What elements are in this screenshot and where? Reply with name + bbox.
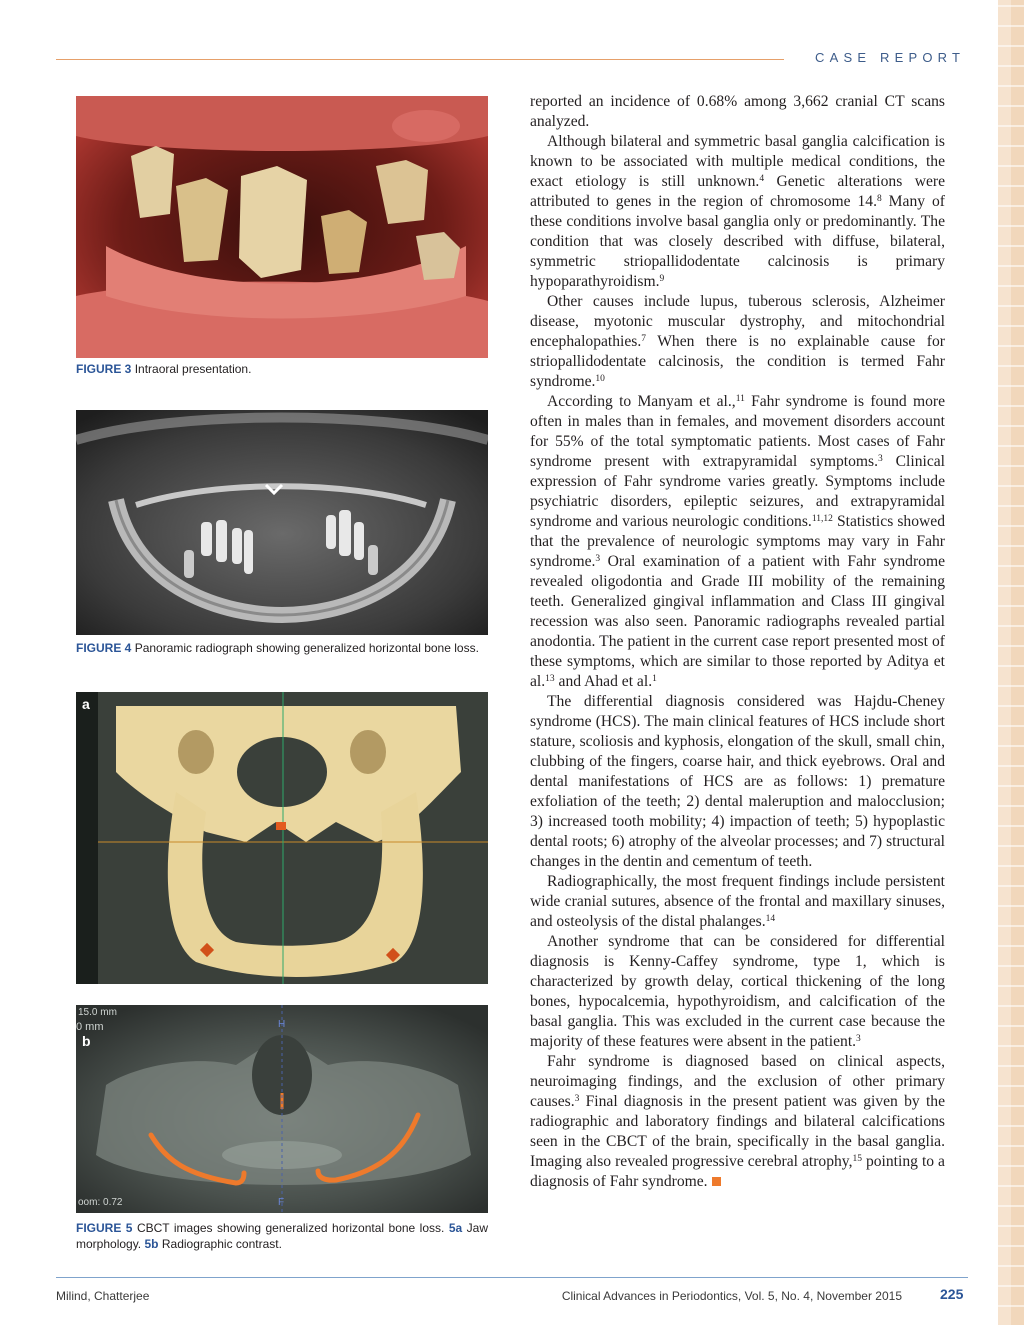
- paragraph: [530, 132, 945, 292]
- text-run: Final diagnosis in the present patient was given by the radiographic and laboratory findings and bilateral calcifications seen in the CBCT of the brain, specifically in the basal ganglia. Imaging also revealed progressive cerebral atrophy,: [530, 1093, 945, 1170]
- paragraph: [530, 872, 945, 932]
- text-run: Fahr syndrome is found more often in males than in females, and movement disorders account for 55% of the total symptomatic patients. Most cases of Fahr syndrome present with extrapyramidal symptoms.: [530, 393, 945, 470]
- panel-b-zoom: oom: 0.72: [78, 1197, 123, 1208]
- citation: 7: [641, 334, 647, 344]
- text-run: Genetic alterations were attributed to genes in the region of chromosome 14.: [530, 173, 945, 210]
- footer-rule: [56, 1277, 968, 1278]
- panel-b-letter: b: [82, 1033, 91, 1049]
- citation: 11: [735, 394, 745, 404]
- panel-a-letter: a: [82, 696, 90, 712]
- paragraph: [530, 932, 945, 1052]
- body-text-column: [530, 92, 945, 1192]
- citation: 11,12: [811, 514, 833, 524]
- citation: 9: [659, 274, 665, 284]
- section-label: CASE REPORT: [815, 50, 966, 65]
- text-run: Although bilateral and symmetric basal ganglia calcification is known to be associated with multiple medical conditions, the exact etiology is still unknown.: [530, 133, 945, 190]
- citation: 8: [876, 194, 882, 204]
- citation: 14: [765, 914, 776, 924]
- text-run: Clinical expression of Fahr syndrome varies greatly. Symptoms include psychiatric disorders, epileptic seizures, and extrapyramidal syndrome and various neurologic conditions.: [530, 453, 945, 530]
- figure-5a-ref: 5a: [448, 1221, 463, 1235]
- text-run: and Ahad et al.: [554, 673, 653, 690]
- panel-b-f-marker: F: [278, 1197, 285, 1208]
- citation: 15: [852, 1154, 862, 1164]
- figure-5b-ref: 5b: [144, 1237, 159, 1251]
- footer-authors: Milind, Chatterjee: [56, 1289, 150, 1303]
- figure-5a-caption-text: Jaw morphology.: [76, 1221, 488, 1251]
- text-run: Another syndrome that can be considered for differential diagnosis is Kenny-Caffey syndrome, type 1, which is characterized by growth delay, cortical thickening of the long bones, hypocalcemia, hypothyroidism, and calcification of the basal ganglia. This was excluded in the current case because the majority of these features were absent in the patient.: [530, 933, 945, 1050]
- figure-3-label: FIGURE 3: [76, 362, 132, 376]
- figure-3-caption: [76, 361, 488, 377]
- figure-5b-cbct-axial: [76, 1005, 488, 1213]
- figure-5-caption-text: CBCT images showing generalized horizontal bone loss.: [136, 1221, 445, 1235]
- figure-5-caption: [76, 1220, 488, 1252]
- text-run: When there is no explainable cause for striopallidodentate calcinosis, the condition is termed Fahr syndrome.: [530, 333, 945, 390]
- figure-4-label: FIGURE 4: [76, 641, 132, 655]
- citation: 3: [574, 1094, 580, 1104]
- text-run: pointing to a diagnosis of Fahr syndrome.: [530, 1153, 945, 1190]
- citation: 3: [595, 554, 601, 564]
- citation: 10: [595, 374, 605, 384]
- text-run: According to Manyam et al.,: [547, 393, 736, 410]
- text-run: Oral examination of a patient with Fahr syndrome revealed oligodontia and Grade III mobility of the remaining teeth. Generalized gingival inflammation and Class III gingival recession was also seen. Panoramic radiographs revealed partial anodontia. The patient in the current case report presented most of these symptoms, which are similar to those reported by Aditya et al.: [530, 553, 945, 690]
- end-of-article-mark: [712, 1177, 721, 1186]
- figure-4-caption-text: Panoramic radiograph showing generalized horizontal bone loss.: [134, 641, 479, 655]
- header-rule: [56, 59, 784, 60]
- figure-3-intraoral-photo: [76, 96, 488, 358]
- figure-4-panoramic-radiograph: [76, 410, 488, 635]
- paragraph: [530, 692, 945, 872]
- citation: 13: [545, 674, 555, 684]
- page-number: 225: [940, 1286, 964, 1302]
- panel-b-scale: 15.0 mm: [78, 1007, 117, 1018]
- text-run: Statistics showed that the prevalence of neurologic symptoms may vary in Fahr syndrome.: [530, 513, 945, 570]
- citation: 3: [878, 454, 883, 464]
- paragraph: [530, 1052, 945, 1192]
- text-run: reported an incidence of 0.68% among 3,662 cranial CT scans analyzed.: [530, 93, 945, 130]
- paragraph: [530, 92, 945, 132]
- figure-4-caption: [76, 640, 488, 656]
- figure-5a-cbct-3d: [76, 692, 488, 984]
- text-run: The differential diagnosis considered was Hajdu-Cheney syndrome (HCS). The main clinical features of HCS include short stature, scoliosis and kyphosis, elongation of the skull, small chin, clubbing of the fingers, coarse hair, and thick eyebrows. Oral and dental manifestations of HCS are as follows: 1) premature exfoliation of the teeth; 2) dental maleruption and malocclusion; 3) increased tooth mobility; 4) impaction of teeth; 5) hypoplastic dental roots; 6) atrophy of the alveolar processes; and 7) structural changes in the dentin and cementum of teeth.: [530, 693, 945, 870]
- figure-5-label: FIGURE 5: [76, 1221, 133, 1235]
- panel-b-mm: 0 mm: [76, 1021, 104, 1033]
- text-run: Other causes include lupus, tuberous sclerosis, Alzheimer disease, myotonic muscular dystrophy, and mitochondrial encephalopathies.: [530, 293, 945, 350]
- text-run: Radiographically, the most frequent findings include persistent wide cranial sutures, absence of the frontal and maxillary sinuses, and osteolysis of the distal phalanges.: [530, 873, 945, 930]
- figure-5b-caption-text: Radiographic contrast.: [161, 1237, 282, 1251]
- text-run: Fahr syndrome is diagnosed based on clinical aspects, neuroimaging findings, and the exclusion of other primary causes.: [530, 1053, 945, 1110]
- edge-decoration: [998, 0, 1024, 1325]
- citation: 3: [856, 1034, 861, 1044]
- paragraph: [530, 392, 945, 692]
- citation: 1: [652, 674, 657, 684]
- paragraph: [530, 292, 945, 392]
- figure-3-caption-text: Intraoral presentation.: [134, 362, 252, 376]
- text-run: Many of these conditions involve basal ganglia only or predominantly. The condition that was closely described with diffuse, bilateral, symmetric striopallidodentate calcinosis is primary hypoparathyroidism.: [530, 193, 945, 290]
- panel-b-h-marker: H: [278, 1019, 286, 1030]
- citation: 4: [759, 174, 765, 184]
- footer-journal: Clinical Advances in Periodontics, Vol. 5, No. 4, November 2015: [561, 1289, 902, 1303]
